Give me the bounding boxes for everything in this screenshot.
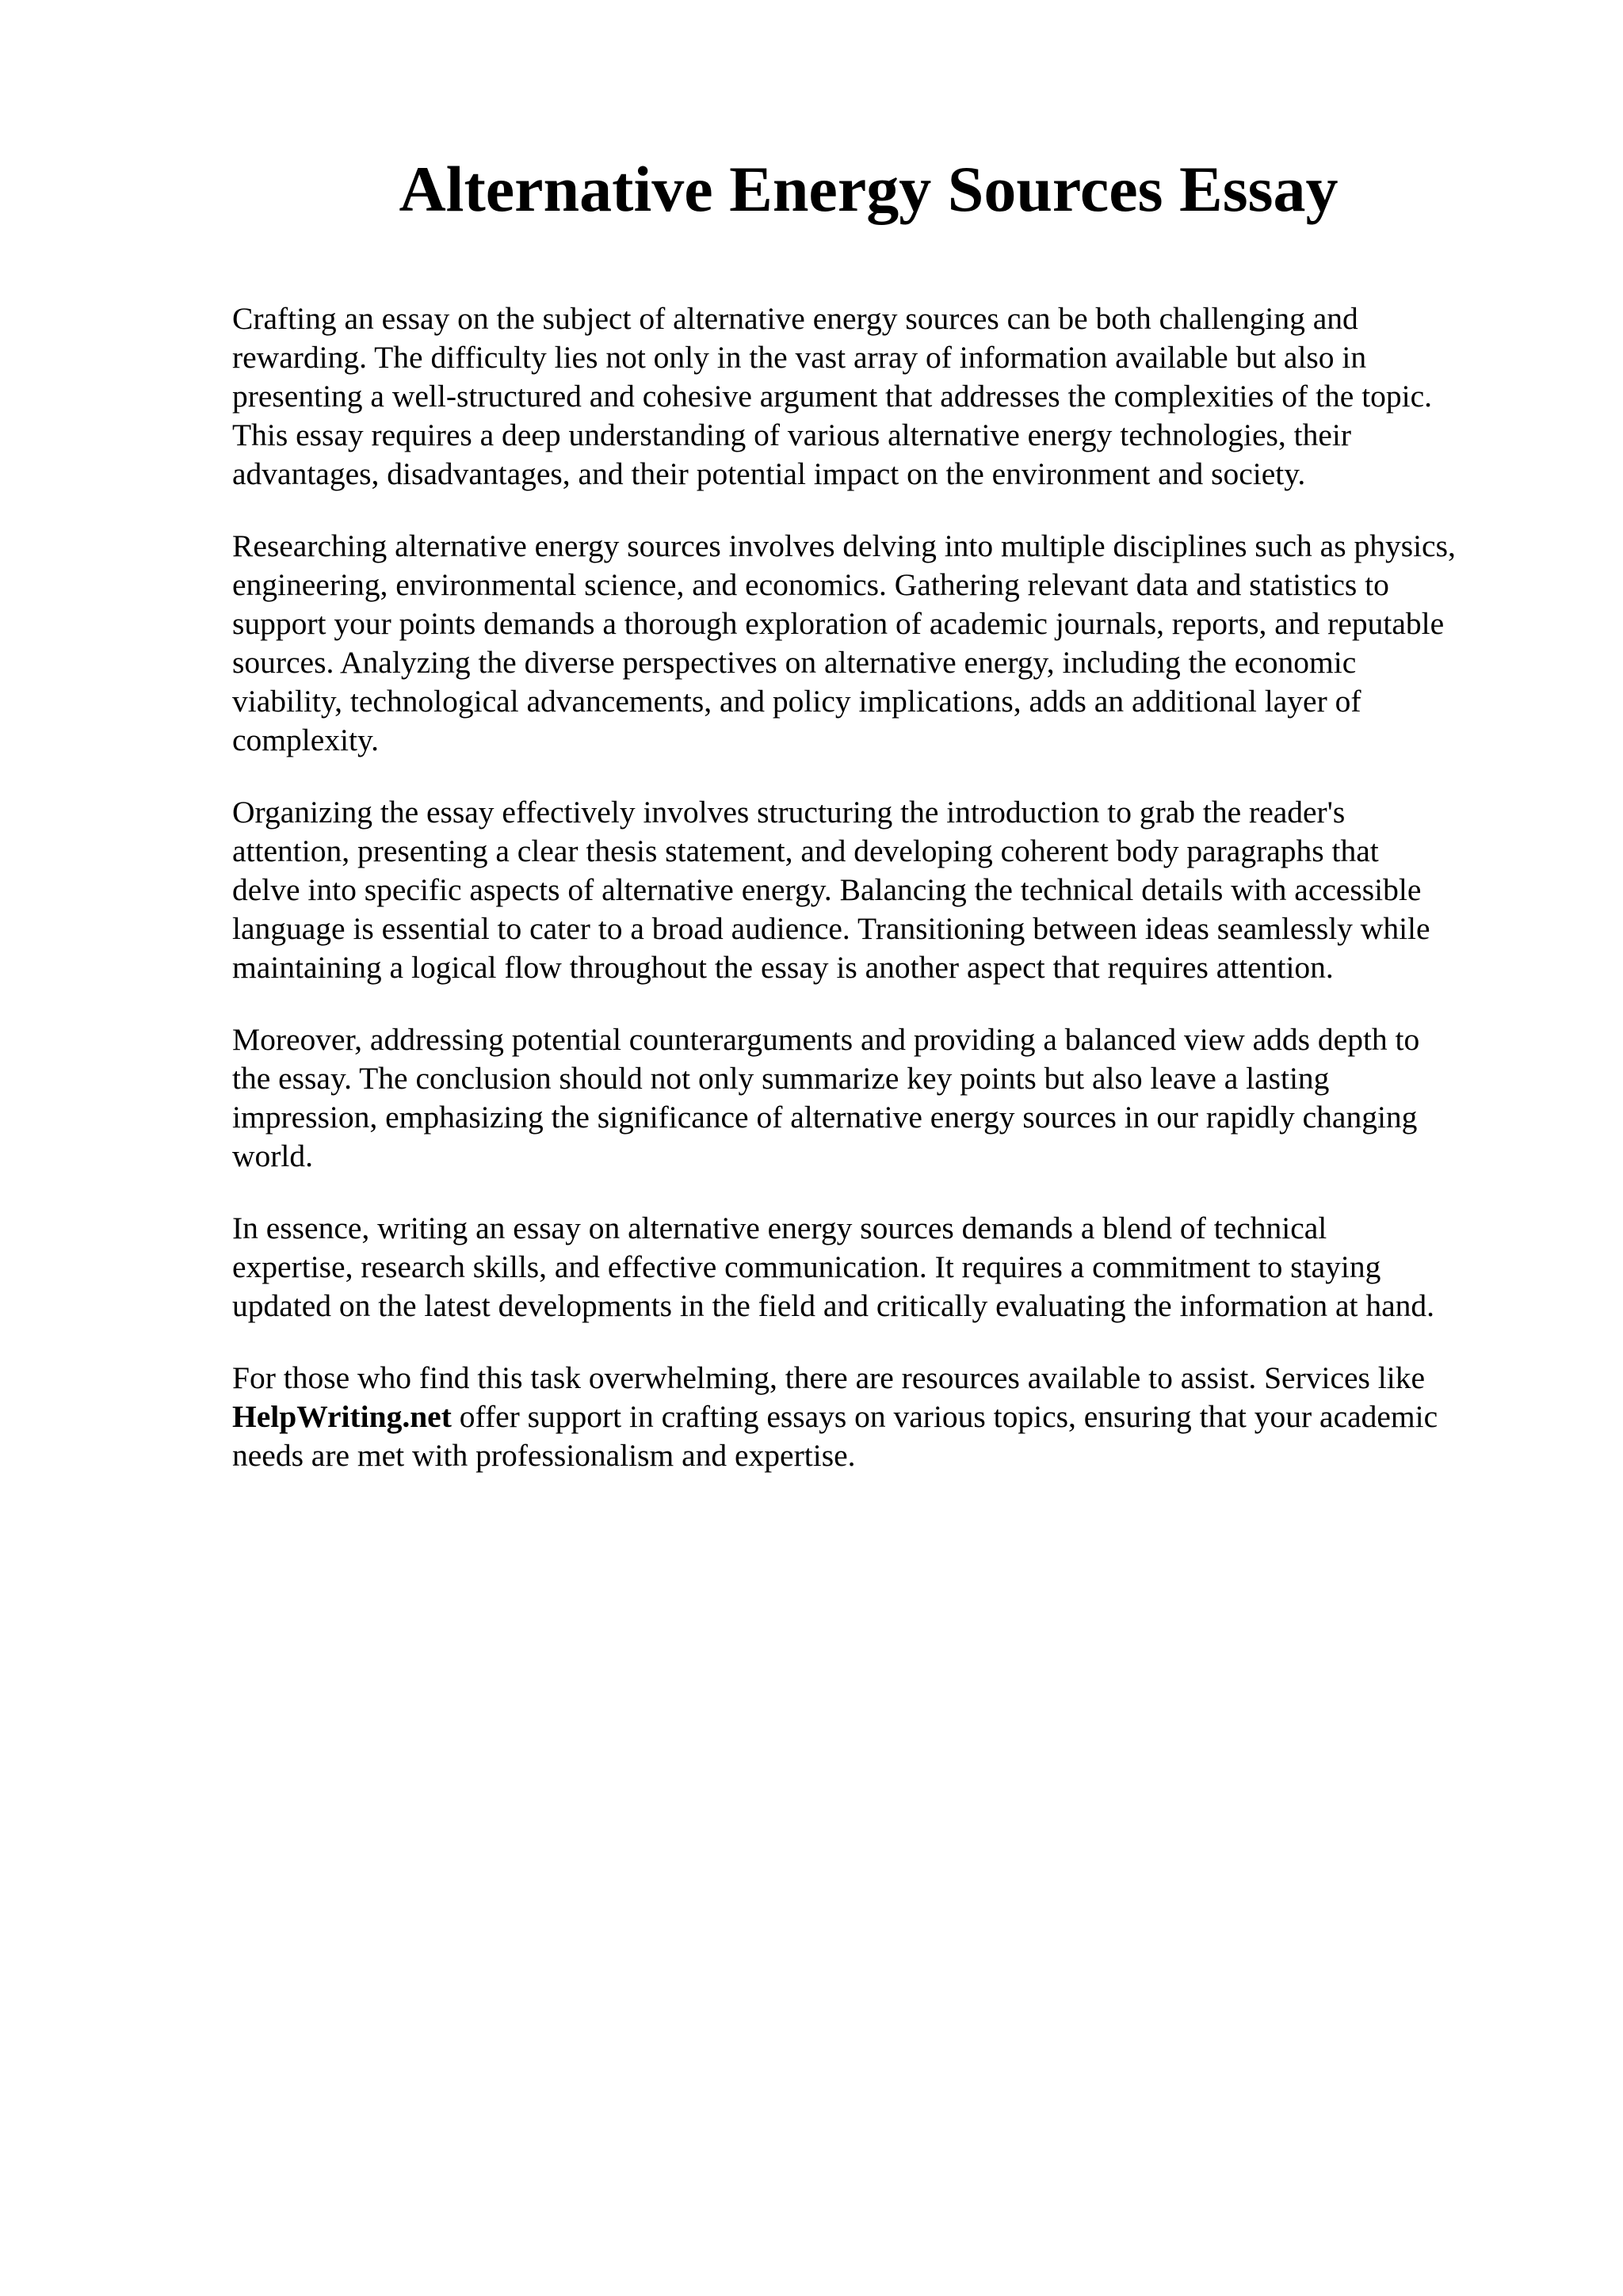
text-line: sources. Analyzing the diverse perspectives on alternative energy, including the economic: [232, 645, 1357, 680]
text-line: maintaining a logical flow throughout the essay is another aspect that requires attention.: [232, 950, 1334, 985]
text-line: complexity.: [232, 723, 380, 757]
paragraph-services: [232, 1359, 1520, 1475]
text-line: attention, presenting a clear thesis statement, and developing coherent body paragraphs that: [232, 833, 1379, 868]
text-line: viability, technological advancements, and policy implications, adds an additional layer of: [232, 684, 1361, 719]
text-line-with-brand: [232, 1398, 1520, 1436]
text-line: In essence, writing an essay on alternative energy sources demands a blend of technical: [232, 1211, 1327, 1245]
text-fragment: offer support in crafting essays on various topics, ensuring that your academic: [451, 1399, 1438, 1434]
paragraph-essence: [232, 1209, 1520, 1325]
text-line: impression, emphasizing the significance of alternative energy sources in our rapidly changing: [232, 1100, 1418, 1135]
service-brand-name: HelpWriting.net: [232, 1399, 452, 1434]
text-line: rewarding. The difficulty lies not only in the vast array of information available but also in: [232, 340, 1367, 375]
text-line: For those who find this task overwhelming, there are resources available to assist. Services like: [232, 1360, 1425, 1395]
text-line: This essay requires a deep understanding of various alternative energy technologies, their: [232, 418, 1352, 452]
text-line: updated on the latest developments in the field and critically evaluating the information at hand.: [232, 1288, 1434, 1323]
paragraph-research: [232, 527, 1520, 760]
text-line: presenting a well-structured and cohesive argument that addresses the complexities of the topic.: [232, 379, 1433, 414]
text-line: world.: [232, 1138, 314, 1173]
text-line: support your points demands a thorough exploration of academic journals, reports, and reputable: [232, 606, 1445, 641]
text-line: engineering, environmental science, and economics. Gathering relevant data and statistics to: [232, 567, 1389, 602]
text-line: Moreover, addressing potential counterarguments and providing a balanced view adds depth to: [232, 1022, 1420, 1057]
text-line: expertise, research skills, and effective communication. It requires a commitment to staying: [232, 1249, 1381, 1284]
essay-body: [232, 299, 1520, 1508]
text-line: advantages, disadvantages, and their potential impact on the environment and society.: [232, 456, 1306, 491]
text-line: language is essential to cater to a broad audience. Transitioning between ideas seamlessly while: [232, 911, 1430, 946]
text-line: Organizing the essay effectively involves structuring the introduction to grab the reader's: [232, 795, 1346, 830]
text-line: Crafting an essay on the subject of alternative energy sources can be both challenging and: [232, 301, 1358, 336]
paragraph-intro: [232, 299, 1520, 494]
text-line: delve into specific aspects of alternative energy. Balancing the technical details with accessible: [232, 872, 1422, 907]
paragraph-organizing: [232, 793, 1520, 987]
text-line: needs are met with professionalism and expertise.: [232, 1438, 856, 1473]
text-line: Researching alternative energy sources involves delving into multiple disciplines such as physics,: [232, 528, 1456, 563]
essay-title: Alternative Energy Sources Essay: [399, 153, 1338, 225]
text-line: the essay. The conclusion should not only summarize key points but also leave a lasting: [232, 1061, 1330, 1096]
paragraph-counterarguments: [232, 1020, 1520, 1176]
